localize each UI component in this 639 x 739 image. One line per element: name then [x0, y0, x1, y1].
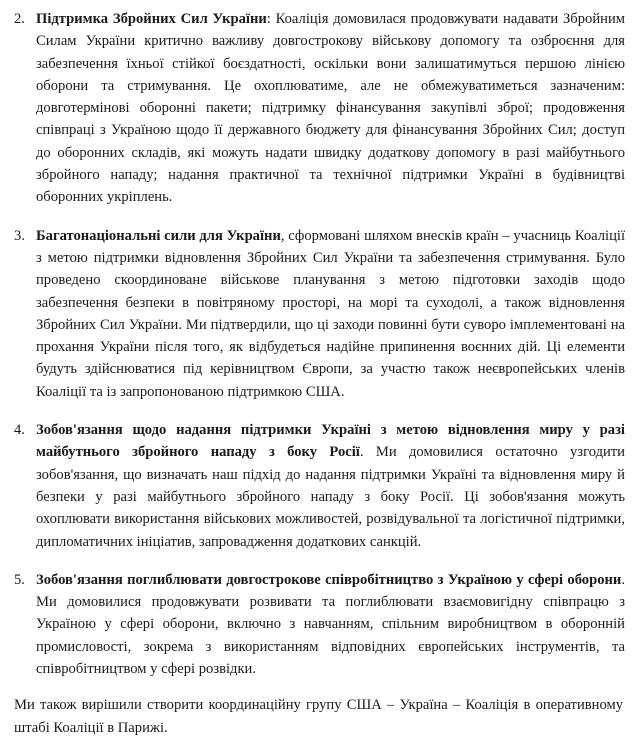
list-item-lead: Багатонаціональні сили для України	[36, 227, 281, 244]
list-item-marker: 3.	[14, 227, 25, 244]
list-item-marker: 5.	[14, 571, 25, 588]
list-item	[10, 569, 625, 680]
list-item-marker: 4.	[14, 422, 25, 439]
closing-paragraph-wrap	[10, 694, 625, 739]
list-item-lead: Зобов'язання щодо надання підтримки Україні з метою відновлення миру у разі майбутнього збройного нападу з боку Росії	[36, 422, 625, 461]
list-item-body	[36, 569, 625, 680]
list-item-body	[36, 225, 625, 403]
list-item	[10, 419, 625, 553]
closing-paragraph: Ми також вирішили створити координаційну групу США – Україна – Коаліція в оперативному штабі Коаліції в Парижі.	[14, 697, 623, 736]
list-item-lead: Підтримка Збройних Сил України	[36, 11, 267, 27]
list-item-text: , сформовані шляхом внесків країн – учасниць Коаліції з метою підтримки відновлення Збройних Сил України та забезпечення стримування. Було проведено скоординоване військове планування з метою підготовки заходів щодо забезпечення безпеки в повітряному просторі, на морі та суходолі, а також відновлення Збройних Сил України. Ми підтвердили, що ці заходи повинні бути суворо імплементовані на прохання України після того, як відбудеться надійне припинення воєнних дій. Ці елементи будуть здійснюватися під керівництвом Європи, за участю також неєвропейських членів Коаліції та із запропонованою підтримкою США.	[36, 227, 625, 400]
list-item	[10, 8, 625, 209]
list-item-text: : Коаліція домовилася продовжувати надавати Збройним Силам України критично важливу довгострокову військову допомогу та озброєння для забезпечення їхньої стійкої боєздатності, оскільки вони залишатимуться першою лінією оборони та стримування. Це охоплюватиме, але не обмежуватиметься зазначеним: довготермінові оборонні пакети; підтримку фінансування закупівлі зброї; продовження співпраці з Україною щодо її державного бюджету для фінансування Збройних Сил; доступ до оборонних складів, які можуть надати швидку додаткову допомогу в разі майбутнього збройного нападу; надання практичної та технічної підтримки Україні в будівництві оборонних укріплень.	[36, 11, 625, 206]
list-item-body	[36, 419, 625, 553]
list-item-text: . Ми домовилися продовжувати розвивати та поглиблювати взаємовигідну співпрацю з Україною у сфері оборони, включно з навчанням, спільним виробництвом в оборонній промисловості, зокрема з використанням відповідних європейських інструментів, та співробітництвом у сфері розвідки.	[36, 571, 625, 678]
list-item-body	[36, 8, 625, 209]
list-item-marker: 2.	[14, 11, 25, 27]
numbered-list	[10, 8, 625, 680]
list-item-lead: Зобов'язання поглиблювати довгострокове співробітництво з Україною у сфері оборони	[36, 571, 622, 588]
list-item-text: . Ми домовилися остаточно узгодити зобов'язання, що визначать наш підхід до надання підтримки Україні та відновлення миру й безпеки у разі майбутнього збройного нападу з боку Росії. Ці зобов'язання можуть охоплювати використання військових можливостей, розвідувальної та логістичної підтримки, дипломатичних ініціатив, запровадження додаткових санкцій.	[36, 444, 625, 550]
list-item	[10, 225, 625, 403]
